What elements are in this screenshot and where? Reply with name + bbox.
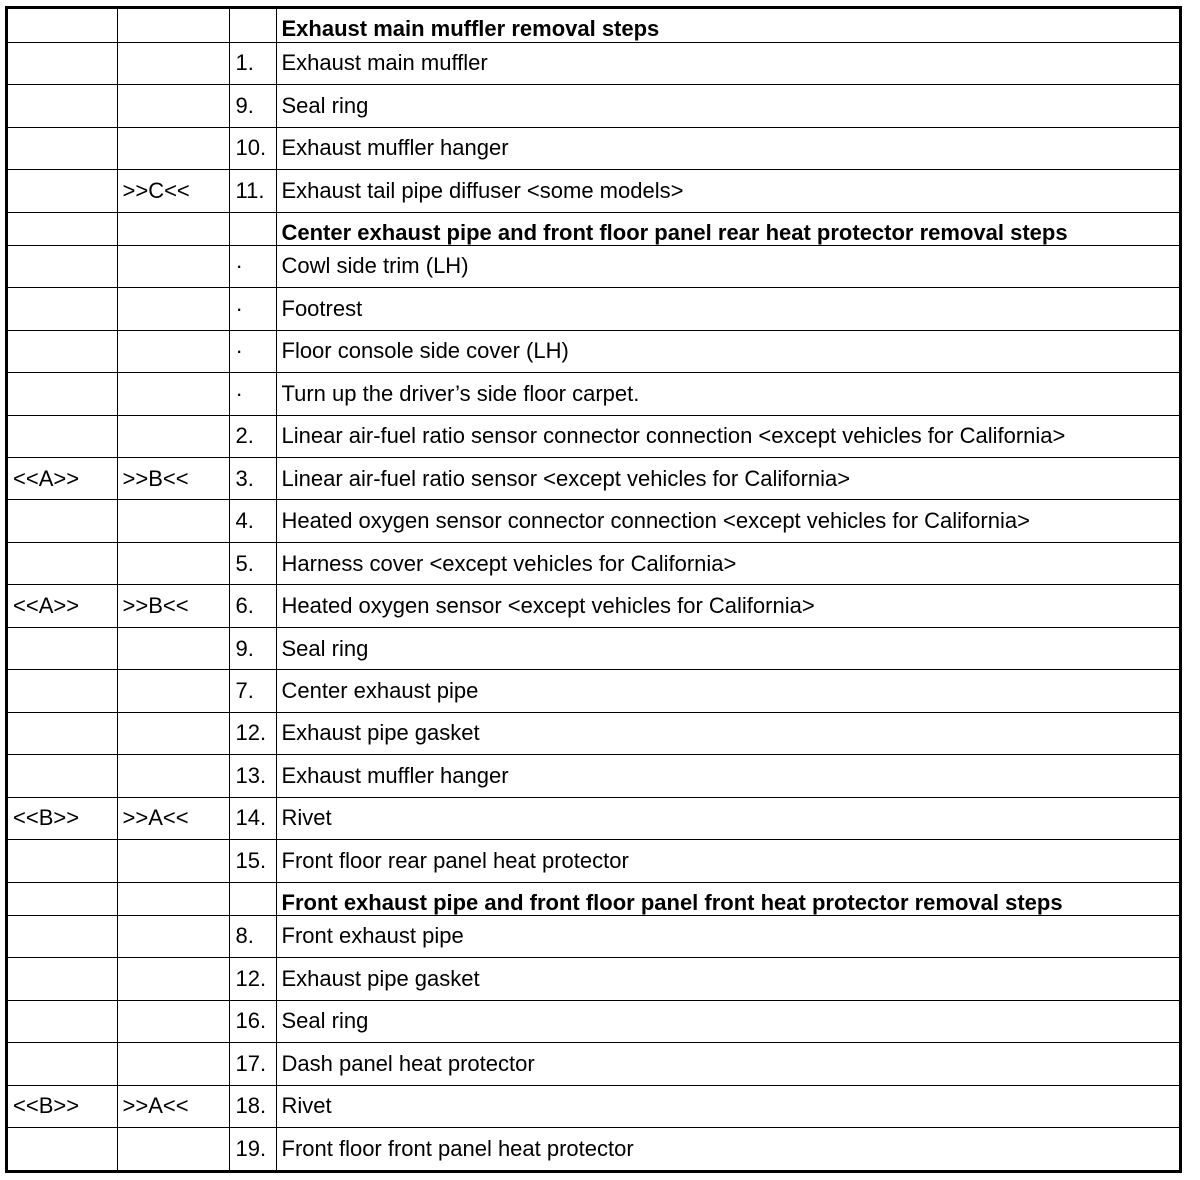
table-row (8, 42, 1179, 84)
table-body (8, 9, 1179, 1170)
disassembly-service-point-cell (8, 212, 117, 245)
assembly-service-point-cell (117, 1043, 229, 1085)
table-row (8, 288, 1179, 330)
disassembly-service-point-cell (8, 9, 117, 42)
disassembly-service-point-cell (8, 542, 117, 584)
step-description-cell: Front exhaust pipe (276, 915, 1179, 957)
assembly-service-point-cell (117, 542, 229, 584)
table-row (8, 415, 1179, 457)
section-heading-cell: Front exhaust pipe and front floor panel front heat protector removal steps (276, 882, 1179, 915)
disassembly-service-point-cell (8, 915, 117, 957)
step-number-cell (229, 212, 276, 245)
step-number-cell: 7. (229, 670, 276, 712)
assembly-service-point-cell (117, 85, 229, 127)
disassembly-service-point-cell (8, 670, 117, 712)
table-row (8, 542, 1179, 584)
step-number-cell: 4. (229, 500, 276, 542)
step-description-cell: Seal ring (276, 85, 1179, 127)
step-number-cell: · (229, 245, 276, 287)
assembly-service-point-cell (117, 670, 229, 712)
assembly-service-point-cell (117, 755, 229, 797)
step-number-cell: 15. (229, 840, 276, 882)
step-description-cell: Front floor front panel heat protector (276, 1127, 1179, 1170)
step-description-cell: Seal ring (276, 627, 1179, 669)
assembly-service-point-cell (117, 373, 229, 415)
assembly-service-point-cell (117, 882, 229, 915)
step-description-cell: Exhaust muffler hanger (276, 127, 1179, 169)
step-number-cell: 18. (229, 1085, 276, 1127)
disassembly-service-point-cell (8, 1043, 117, 1085)
step-description-cell: Heated oxygen sensor connector connection <except vehicles for California> (276, 500, 1179, 542)
step-description-cell: Rivet (276, 1085, 1179, 1127)
assembly-service-point-cell (117, 1127, 229, 1170)
disassembly-service-point-cell (8, 127, 117, 169)
assembly-service-point-cell (117, 42, 229, 84)
assembly-service-point-cell (117, 212, 229, 245)
step-description-cell: Rivet (276, 797, 1179, 839)
disassembly-service-point-cell (8, 170, 117, 212)
disassembly-service-point-cell: <<A>> (8, 457, 117, 499)
step-description-cell: Front floor rear panel heat protector (276, 840, 1179, 882)
step-description-cell: Linear air-fuel ratio sensor connector connection <except vehicles for California> (276, 415, 1179, 457)
disassembly-service-point-cell (8, 1000, 117, 1042)
table-row (8, 170, 1179, 212)
disassembly-service-point-cell (8, 500, 117, 542)
table-row (8, 127, 1179, 169)
step-number-cell: 13. (229, 755, 276, 797)
section-heading-row (8, 212, 1179, 245)
table-row (8, 1085, 1179, 1127)
step-description-cell: Floor console side cover (LH) (276, 330, 1179, 372)
table-row (8, 457, 1179, 499)
disassembly-service-point-cell (8, 42, 117, 84)
assembly-service-point-cell (117, 245, 229, 287)
assembly-service-point-cell: >>B<< (117, 457, 229, 499)
assembly-service-point-cell (117, 958, 229, 1000)
disassembly-service-point-cell (8, 330, 117, 372)
disassembly-service-point-cell (8, 627, 117, 669)
assembly-service-point-cell (117, 500, 229, 542)
removal-steps-table-frame (5, 6, 1182, 1173)
disassembly-service-point-cell (8, 415, 117, 457)
step-number-cell: · (229, 373, 276, 415)
step-description-cell: Cowl side trim (LH) (276, 245, 1179, 287)
step-number-cell: · (229, 288, 276, 330)
table-row (8, 915, 1179, 957)
step-number-cell: 16. (229, 1000, 276, 1042)
step-description-cell: Linear air-fuel ratio sensor <except vehicles for California> (276, 457, 1179, 499)
step-description-cell: Center exhaust pipe (276, 670, 1179, 712)
step-description-cell: Harness cover <except vehicles for California> (276, 542, 1179, 584)
table-row (8, 670, 1179, 712)
table-row (8, 840, 1179, 882)
table-row (8, 1043, 1179, 1085)
table-row (8, 373, 1179, 415)
step-number-cell: 9. (229, 85, 276, 127)
step-number-cell (229, 882, 276, 915)
step-number-cell (229, 9, 276, 42)
assembly-service-point-cell (117, 627, 229, 669)
section-heading-cell: Exhaust main muffler removal steps (276, 9, 1179, 42)
table-row (8, 1000, 1179, 1042)
disassembly-service-point-cell (8, 958, 117, 1000)
step-number-cell: 6. (229, 585, 276, 627)
table-row (8, 797, 1179, 839)
disassembly-service-point-cell (8, 245, 117, 287)
table-row (8, 958, 1179, 1000)
table-row (8, 627, 1179, 669)
assembly-service-point-cell (117, 288, 229, 330)
disassembly-service-point-cell (8, 85, 117, 127)
section-heading-cell: Center exhaust pipe and front floor panel rear heat protector removal steps (276, 212, 1179, 245)
disassembly-service-point-cell (8, 840, 117, 882)
step-description-cell: Dash panel heat protector (276, 1043, 1179, 1085)
disassembly-service-point-cell (8, 373, 117, 415)
step-description-cell: Exhaust pipe gasket (276, 712, 1179, 754)
disassembly-service-point-cell (8, 755, 117, 797)
step-number-cell: 14. (229, 797, 276, 839)
step-number-cell: 10. (229, 127, 276, 169)
assembly-service-point-cell (117, 415, 229, 457)
step-description-cell: Heated oxygen sensor <except vehicles for California> (276, 585, 1179, 627)
step-description-cell: Exhaust muffler hanger (276, 755, 1179, 797)
step-number-cell: 19. (229, 1127, 276, 1170)
step-description-cell: Footrest (276, 288, 1179, 330)
table-row (8, 585, 1179, 627)
assembly-service-point-cell (117, 9, 229, 42)
step-number-cell: 12. (229, 958, 276, 1000)
step-number-cell: · (229, 330, 276, 372)
section-heading-row (8, 882, 1179, 915)
disassembly-service-point-cell (8, 882, 117, 915)
table-row (8, 755, 1179, 797)
step-number-cell: 12. (229, 712, 276, 754)
table-row (8, 712, 1179, 754)
table-row (8, 330, 1179, 372)
disassembly-service-point-cell: <<B>> (8, 797, 117, 839)
step-number-cell: 5. (229, 542, 276, 584)
step-number-cell: 3. (229, 457, 276, 499)
step-description-cell: Turn up the driver’s side floor carpet. (276, 373, 1179, 415)
step-description-cell: Exhaust pipe gasket (276, 958, 1179, 1000)
step-number-cell: 17. (229, 1043, 276, 1085)
removal-steps-table (8, 9, 1179, 1170)
assembly-service-point-cell: >>A<< (117, 797, 229, 839)
assembly-service-point-cell (117, 1000, 229, 1042)
assembly-service-point-cell: >>B<< (117, 585, 229, 627)
disassembly-service-point-cell (8, 288, 117, 330)
disassembly-service-point-cell: <<B>> (8, 1085, 117, 1127)
step-number-cell: 8. (229, 915, 276, 957)
step-number-cell: 1. (229, 42, 276, 84)
disassembly-service-point-cell (8, 712, 117, 754)
table-row (8, 245, 1179, 287)
step-description-cell: Seal ring (276, 1000, 1179, 1042)
assembly-service-point-cell (117, 127, 229, 169)
assembly-service-point-cell (117, 915, 229, 957)
disassembly-service-point-cell: <<A>> (8, 585, 117, 627)
table-row (8, 85, 1179, 127)
step-number-cell: 9. (229, 627, 276, 669)
section-heading-row (8, 9, 1179, 42)
step-description-cell: Exhaust main muffler (276, 42, 1179, 84)
step-number-cell: 2. (229, 415, 276, 457)
assembly-service-point-cell: >>C<< (117, 170, 229, 212)
assembly-service-point-cell (117, 330, 229, 372)
assembly-service-point-cell (117, 840, 229, 882)
disassembly-service-point-cell (8, 1127, 117, 1170)
assembly-service-point-cell: >>A<< (117, 1085, 229, 1127)
table-row (8, 500, 1179, 542)
step-description-cell: Exhaust tail pipe diffuser <some models> (276, 170, 1179, 212)
assembly-service-point-cell (117, 712, 229, 754)
table-row (8, 1127, 1179, 1170)
step-number-cell: 11. (229, 170, 276, 212)
